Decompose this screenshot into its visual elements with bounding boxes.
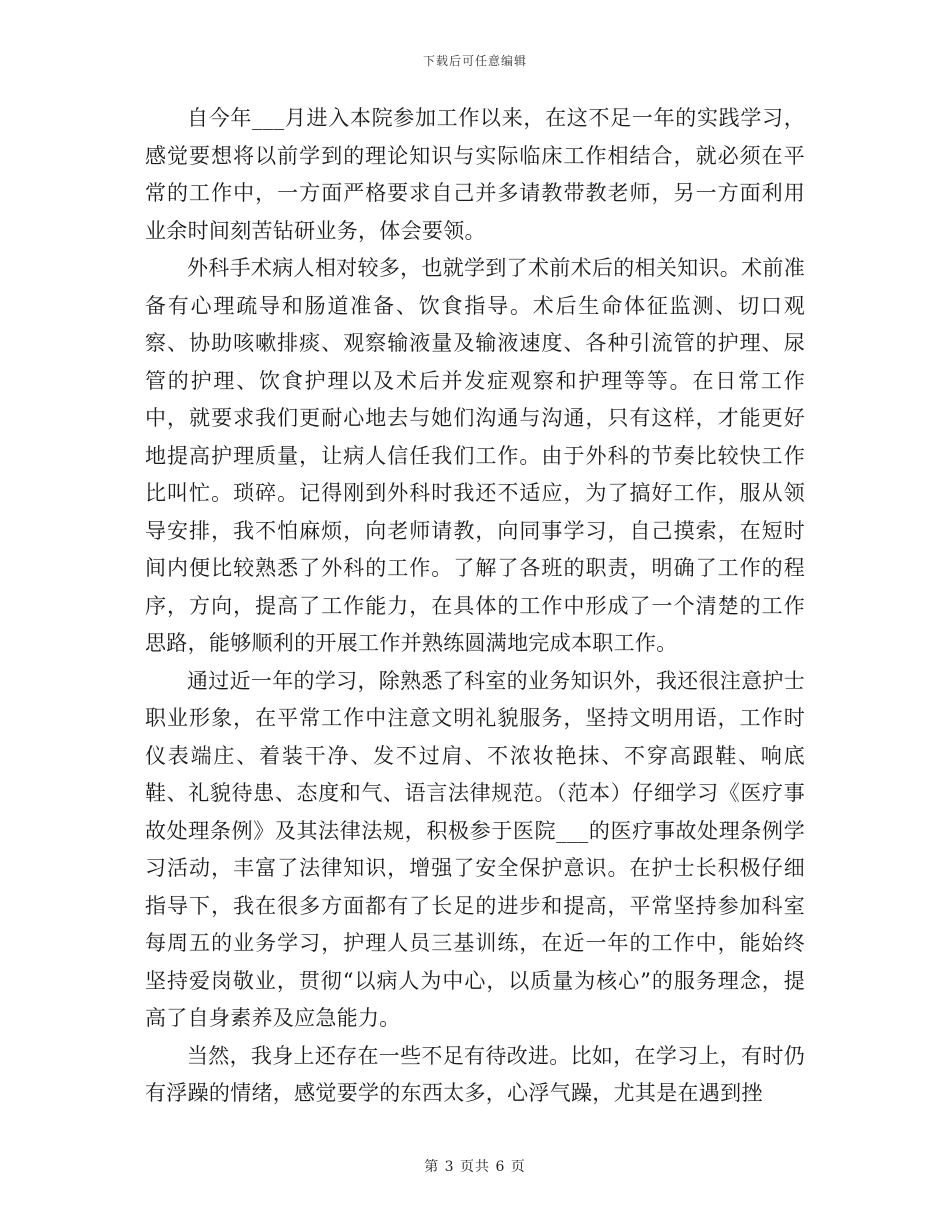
document-body bbox=[145, 100, 805, 1113]
paragraph-3: 通过近一年的学习，除熟悉了科室的业务知识外，我还很注意护士职业形象，在平常工作中注意文明礼貌服务，坚持文明用语，工作时仪表端庄、着装干净、发不过肩、不浓妆艳抹、不穿高跟鞋、响底鞋、礼貌待患、态度和气、语言法律规范。（范本）仔细学习《医疗事故处理条例》及其法律法规，积极参于医院___的医疗事故处理条例学习活动，丰富了法律知识，增强了安全保护意识。在护士长积极仔细指导下，我在很多方面都有了长足的进步和提高，平常坚持参加科室每周五的业务学习，护理人员三基训练，在近一年的工作中，能始终坚持爱岗敬业，贯彻“以病人为中心，以质量为核心”的服务理念，提高了自身素养及应急能力。 bbox=[145, 668, 805, 1030]
page-footer: 第 3 页共 6 页 bbox=[424, 1159, 526, 1175]
paragraph-1: 自今年___月进入本院参加工作以来，在这不足一年的实践学习，感觉要想将以前学到的理论知识与实际临床工作相结合，就必须在平常的工作中，一方面严格要求自己并多请教带教老师，另一方面利用业余时间刻苦钻研业务，体会要领。 bbox=[145, 106, 805, 243]
page-header: 下载后可任意编辑 bbox=[422, 54, 527, 68]
paragraph-2: 外科手术病人相对较多，也就学到了术前术后的相关知识。术前准备有心理疏导和肠道准备、饮食指导。术后生命体征监测、切口观察、协助咳嗽排痰、观察输液量及输液速度、各种引流管的护理、尿管的护理、饮食护理以及术后并发症观察和护理等等。在日常工作中，就要求我们更耐心地去与她们沟通与沟通，只有这样，才能更好地提高护理质量，让病人信任我们工作。由于外科的节奏比较快工作比叫忙。琐碎。记得刚到外科时我还不适应，为了搞好工作，服从领导安排，我不怕麻烦，向老师请教，向同事学习，自己摸索，在短时间内便比较熟悉了外科的工作。了解了各班的职责，明确了工作的程序，方向，提高了工作能力，在具体的工作中形成了一个清楚的工作思路，能够顺利的开展工作并熟练圆满地完成本职工作。 bbox=[145, 256, 805, 655]
paragraph-4: 当然，我身上还存在一些不足有待改进。比如，在学习上，有时仍有浮躁的情绪，感觉要学的东西太多，心浮气躁，尤其是在遇到挫 bbox=[145, 1043, 805, 1105]
